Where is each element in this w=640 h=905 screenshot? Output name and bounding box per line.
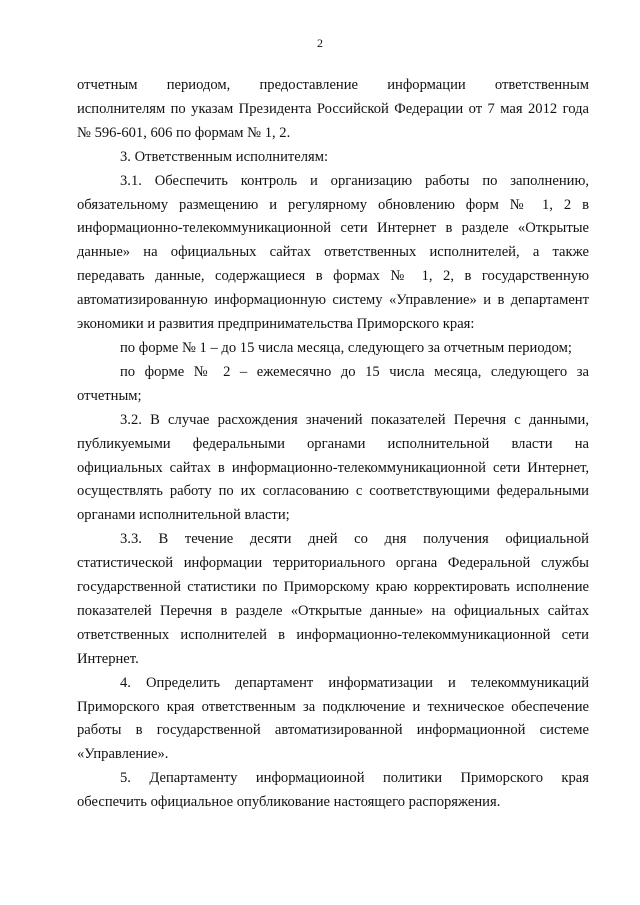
paragraph-form-1 bbox=[77, 337, 589, 361]
text-line: 3. Ответственным исполнителям: bbox=[120, 148, 329, 165]
text-line: Интернет. bbox=[77, 650, 139, 667]
text-line: 4. Определить департамент информатизации и телекоммуникаций bbox=[120, 674, 589, 691]
text-line: передавать данные, содержащиеся в формах № 1, 2, в государственную bbox=[77, 268, 589, 285]
text-line: показателей Перечня в разделе «Открытые данные» на официальных сайтах bbox=[77, 602, 589, 619]
text-line: автоматизированную информационную систему «Управление» и в департамент bbox=[77, 292, 589, 309]
text-line: статистической информации территориального органа Федеральной службы bbox=[77, 555, 589, 572]
paragraph-item-5 bbox=[77, 767, 589, 815]
text-line: официальных сайтах в информационно-телекоммуникационной сети Интернет, bbox=[77, 459, 589, 476]
text-line: экономики и развития предпринимательства Приморского края: bbox=[77, 316, 475, 333]
text-line: ответственных исполнителей в информационно-телекоммуникационной сети bbox=[77, 626, 589, 643]
document-body bbox=[77, 74, 589, 815]
text-line: Приморского края ответственным за подключение и техническое обеспечение bbox=[77, 698, 589, 715]
text-line: по форме № 2 – ежемесячно до 15 числа месяца, следующего за bbox=[120, 363, 589, 380]
text-line: исполнителям по указам Президента Российской Федерации от 7 мая 2012 года bbox=[77, 100, 589, 117]
page-number: 2 bbox=[317, 36, 323, 50]
text-line: 5. Департаменту информациоиной политики Приморского края bbox=[120, 770, 589, 787]
text-line: «Управление». bbox=[77, 746, 169, 763]
text-line: 3.3. В течение десяти дней со дня получения официальной bbox=[120, 531, 589, 548]
paragraph-item-4 bbox=[77, 672, 589, 768]
paragraph-item-3-2 bbox=[77, 409, 589, 529]
text-line: № 596-601, 606 по формам № 1, 2. bbox=[77, 124, 291, 141]
paragraph-continuation bbox=[77, 74, 589, 146]
paragraph-item-3-1 bbox=[77, 170, 589, 337]
paragraph-item-3-3 bbox=[77, 528, 589, 671]
text-line: органами исполнительной власти; bbox=[77, 507, 290, 524]
text-line: государственной статистики по Приморскому краю корректировать исполнение bbox=[77, 579, 589, 596]
text-line: обязательному размещению и регулярному обновлению форм № 1, 2 в bbox=[77, 196, 589, 213]
text-line: по форме № 1 – до 15 числа месяца, следующего за отчетным периодом; bbox=[120, 339, 572, 356]
text-line: работы в государственной автоматизированной информационной системе bbox=[77, 722, 589, 739]
text-line: осуществлять работу по их согласованию с соответствующими федеральными bbox=[77, 483, 589, 500]
text-line: 3.1. Обеспечить контроль и организацию работы по заполнению, bbox=[120, 172, 589, 189]
paragraph-form-2 bbox=[77, 361, 589, 409]
text-line: данные» на официальных сайтах ответственных исполнителей, а также bbox=[77, 244, 589, 261]
text-line: 3.2. В случае расхождения значений показателей Перечня с данными, bbox=[120, 411, 589, 428]
paragraph-item-3 bbox=[77, 146, 589, 170]
text-line: информационно-телекоммуникационной сети Интернет в разделе «Открытые bbox=[77, 220, 589, 237]
text-line: публикуемыми федеральными органами исполнительной власти на bbox=[77, 435, 589, 452]
text-line: отчетным периодом, предоставление информации ответственным bbox=[77, 77, 589, 93]
text-line: обеспечить официальное опубликование настоящего распоряжения. bbox=[77, 794, 501, 811]
text-line: отчетным; bbox=[77, 387, 142, 404]
